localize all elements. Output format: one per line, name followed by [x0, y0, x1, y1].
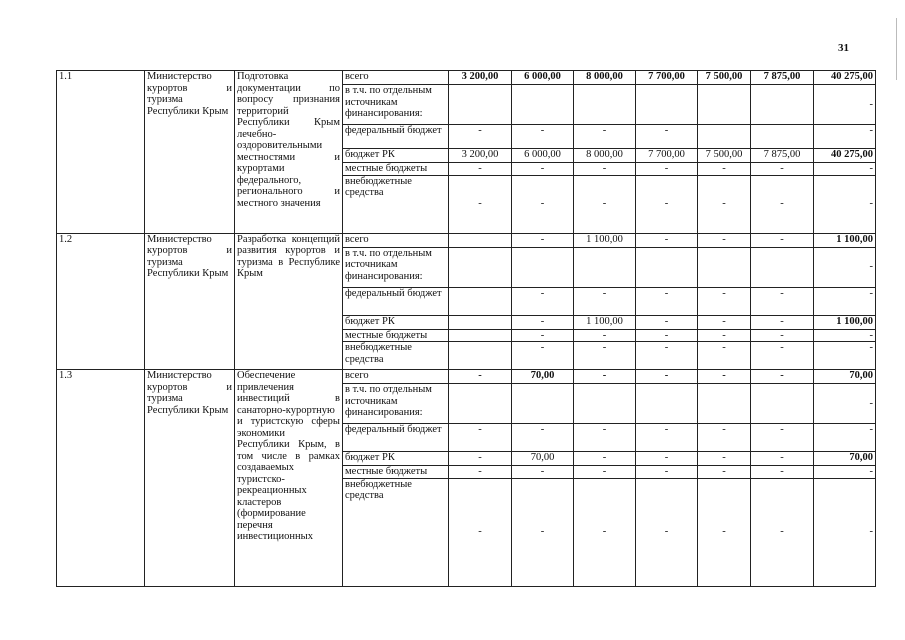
amount-year-4-cell: - [636, 175, 698, 233]
amount-total-cell: 1 100,00 [814, 315, 876, 329]
amount-year-5-cell [698, 384, 751, 424]
amount-year-5-cell: - [698, 424, 751, 452]
amount-year-2-cell: 70,00 [512, 370, 574, 384]
amount-year-3-cell: - [574, 287, 636, 315]
amount-year-4-cell: - [636, 342, 698, 370]
measure-description: Подготовка документации по вопросу признания территорий Республики Крым лечебно-оздоровительными местностями и курортами федерального, регионального и местного значения [235, 71, 343, 234]
amount-year-3-cell: - [574, 370, 636, 384]
amount-year-1-cell: - [449, 175, 512, 233]
amount-year-4-cell: - [636, 163, 698, 176]
amount-year-6-cell: 7 875,00 [751, 71, 814, 85]
amount-year-2-cell: - [512, 424, 574, 452]
budget-table [56, 70, 876, 587]
amount-year-1-cell [449, 233, 512, 247]
amount-year-4-cell: 7 700,00 [636, 71, 698, 85]
amount-year-1-cell: - [449, 452, 512, 466]
amount-year-6-cell: - [751, 163, 814, 176]
amount-total-cell: 1 100,00 [814, 233, 876, 247]
amount-year-4-cell: 7 700,00 [636, 149, 698, 163]
funding-source-label: бюджет РК [343, 452, 449, 466]
amount-year-1-cell: 3 200,00 [449, 71, 512, 85]
amount-year-3-cell: - [574, 163, 636, 176]
funding-source-label: в т.ч. по отдельным источникам финансирования: [343, 384, 449, 424]
amount-total-cell: 70,00 [814, 370, 876, 384]
amount-year-5-cell: - [698, 370, 751, 384]
item-number: 1.2 [57, 233, 145, 370]
executor-cell: Министерство курортов и туризма Республики Крым [145, 233, 235, 370]
amount-year-5-cell: - [698, 315, 751, 329]
amount-year-1-cell: - [449, 125, 512, 149]
amount-year-4-cell: - [636, 370, 698, 384]
funding-source-label: в т.ч. по отдельным источникам финансирования: [343, 85, 449, 125]
amount-year-3-cell: 1 100,00 [574, 315, 636, 329]
amount-year-4-cell: - [636, 315, 698, 329]
amount-year-4-cell [636, 247, 698, 287]
amount-year-1-cell: 3 200,00 [449, 149, 512, 163]
funding-source-label: местные бюджеты [343, 466, 449, 479]
amount-year-3-cell: - [574, 342, 636, 370]
amount-year-6-cell: - [751, 329, 814, 342]
amount-year-3-cell: - [574, 478, 636, 586]
amount-year-1-cell [449, 247, 512, 287]
amount-year-4-cell [636, 384, 698, 424]
amount-year-3-cell: - [574, 329, 636, 342]
amount-year-5-cell: 7 500,00 [698, 71, 751, 85]
amount-year-6-cell: - [751, 315, 814, 329]
amount-year-1-cell [449, 329, 512, 342]
amount-year-6-cell: - [751, 342, 814, 370]
amount-year-2-cell: - [512, 125, 574, 149]
amount-year-1-cell: - [449, 466, 512, 479]
item-number: 1.1 [57, 71, 145, 234]
amount-year-6-cell: - [751, 478, 814, 586]
amount-year-6-cell: - [751, 466, 814, 479]
amount-year-4-cell: - [636, 478, 698, 586]
amount-year-6-cell: - [751, 287, 814, 315]
amount-year-1-cell [449, 315, 512, 329]
amount-total-cell: - [814, 287, 876, 315]
amount-year-2-cell [512, 247, 574, 287]
amount-year-3-cell: - [574, 466, 636, 479]
funding-source-label: внебюджетные средства [343, 342, 449, 370]
amount-year-2-cell: - [512, 315, 574, 329]
amount-year-6-cell [751, 247, 814, 287]
funding-source-label: федеральный бюджет [343, 424, 449, 452]
funding-source-label: федеральный бюджет [343, 287, 449, 315]
amount-year-6-cell: - [751, 424, 814, 452]
funding-source-label: местные бюджеты [343, 329, 449, 342]
amount-year-3-cell: 8 000,00 [574, 71, 636, 85]
funding-source-label: всего [343, 233, 449, 247]
executor-cell: Министерство курортов и туризма Республики Крым [145, 370, 235, 587]
amount-year-2-cell: - [512, 342, 574, 370]
amount-year-6-cell: 7 875,00 [751, 149, 814, 163]
amount-total-cell: - [814, 85, 876, 125]
amount-year-2-cell: - [512, 478, 574, 586]
funding-source-label: внебюджетные средства [343, 175, 449, 233]
amount-year-5-cell: - [698, 329, 751, 342]
amount-year-5-cell: - [698, 342, 751, 370]
item-number: 1.3 [57, 370, 145, 587]
amount-year-3-cell [574, 384, 636, 424]
amount-year-2-cell: - [512, 466, 574, 479]
amount-year-2-cell [512, 85, 574, 125]
amount-year-2-cell: - [512, 163, 574, 176]
amount-year-3-cell: 1 100,00 [574, 233, 636, 247]
amount-total-cell: - [814, 384, 876, 424]
funding-source-label: местные бюджеты [343, 163, 449, 176]
measure-1-row-total [57, 71, 876, 85]
amount-year-4-cell: - [636, 233, 698, 247]
measure-3-row-total [57, 370, 876, 384]
amount-year-1-cell: - [449, 163, 512, 176]
amount-year-1-cell [449, 287, 512, 315]
amount-total-cell: 70,00 [814, 452, 876, 466]
amount-year-2-cell [512, 384, 574, 424]
amount-year-1-cell: - [449, 370, 512, 384]
amount-year-3-cell: - [574, 125, 636, 149]
amount-year-4-cell: - [636, 287, 698, 315]
amount-year-3-cell: 8 000,00 [574, 149, 636, 163]
executor-cell: Министерство курортов и туризма Республики Крым [145, 71, 235, 234]
amount-year-3-cell: - [574, 175, 636, 233]
amount-year-1-cell [449, 85, 512, 125]
amount-year-3-cell: - [574, 424, 636, 452]
amount-year-6-cell [751, 384, 814, 424]
amount-total-cell: - [814, 329, 876, 342]
measure-description: Разработка концепций развития курортов и туризма в Республике Крым [235, 233, 343, 370]
amount-year-4-cell: - [636, 125, 698, 149]
amount-year-3-cell [574, 85, 636, 125]
amount-year-6-cell [751, 85, 814, 125]
amount-year-5-cell: - [698, 452, 751, 466]
amount-total-cell: - [814, 466, 876, 479]
amount-year-5-cell: - [698, 478, 751, 586]
amount-year-1-cell [449, 384, 512, 424]
amount-year-4-cell: - [636, 424, 698, 452]
amount-year-6-cell: - [751, 175, 814, 233]
page-number: 31 [838, 42, 849, 54]
funding-source-label: бюджет РК [343, 149, 449, 163]
amount-year-2-cell: - [512, 287, 574, 315]
amount-year-5-cell [698, 85, 751, 125]
amount-year-4-cell: - [636, 329, 698, 342]
funding-source-label: федеральный бюджет [343, 125, 449, 149]
amount-total-cell: - [814, 163, 876, 176]
scan-edge-line [896, 18, 897, 80]
funding-source-label: внебюджетные средства [343, 478, 449, 586]
amount-year-5-cell [698, 247, 751, 287]
amount-total-cell: - [814, 247, 876, 287]
amount-year-5-cell [698, 125, 751, 149]
amount-year-6-cell: - [751, 370, 814, 384]
amount-year-1-cell [449, 342, 512, 370]
amount-year-5-cell: - [698, 175, 751, 233]
amount-year-2-cell: - [512, 175, 574, 233]
amount-year-4-cell: - [636, 452, 698, 466]
amount-year-2-cell: - [512, 233, 574, 247]
amount-year-4-cell [636, 85, 698, 125]
amount-total-cell: 40 275,00 [814, 149, 876, 163]
amount-year-5-cell: - [698, 163, 751, 176]
amount-year-3-cell: - [574, 452, 636, 466]
funding-source-label: в т.ч. по отдельным источникам финансирования: [343, 247, 449, 287]
funding-source-label: всего [343, 71, 449, 85]
amount-year-1-cell: - [449, 424, 512, 452]
amount-year-5-cell: - [698, 466, 751, 479]
amount-total-cell: - [814, 125, 876, 149]
measure-2-row-total [57, 233, 876, 247]
amount-year-5-cell: 7 500,00 [698, 149, 751, 163]
amount-total-cell: - [814, 478, 876, 586]
amount-year-2-cell: 6 000,00 [512, 71, 574, 85]
amount-year-1-cell: - [449, 478, 512, 586]
amount-year-2-cell: - [512, 329, 574, 342]
funding-source-label: всего [343, 370, 449, 384]
amount-total-cell: 40 275,00 [814, 71, 876, 85]
measure-description: Обеспечение привлечения инвестиций в санаторно-курортную и туристскую сферы экономики Республики Крым, в том числе в рамках создаваемых туристско-рекреационных кластеров (формирование перечня инвестиционных [235, 370, 343, 587]
amount-year-4-cell: - [636, 466, 698, 479]
amount-year-2-cell: 6 000,00 [512, 149, 574, 163]
amount-year-3-cell [574, 247, 636, 287]
amount-year-5-cell: - [698, 233, 751, 247]
amount-total-cell: - [814, 175, 876, 233]
amount-total-cell: - [814, 342, 876, 370]
amount-total-cell: - [814, 424, 876, 452]
amount-year-5-cell: - [698, 287, 751, 315]
amount-year-6-cell [751, 125, 814, 149]
amount-year-6-cell: - [751, 233, 814, 247]
funding-source-label: бюджет РК [343, 315, 449, 329]
amount-year-6-cell: - [751, 452, 814, 466]
amount-year-2-cell: 70,00 [512, 452, 574, 466]
